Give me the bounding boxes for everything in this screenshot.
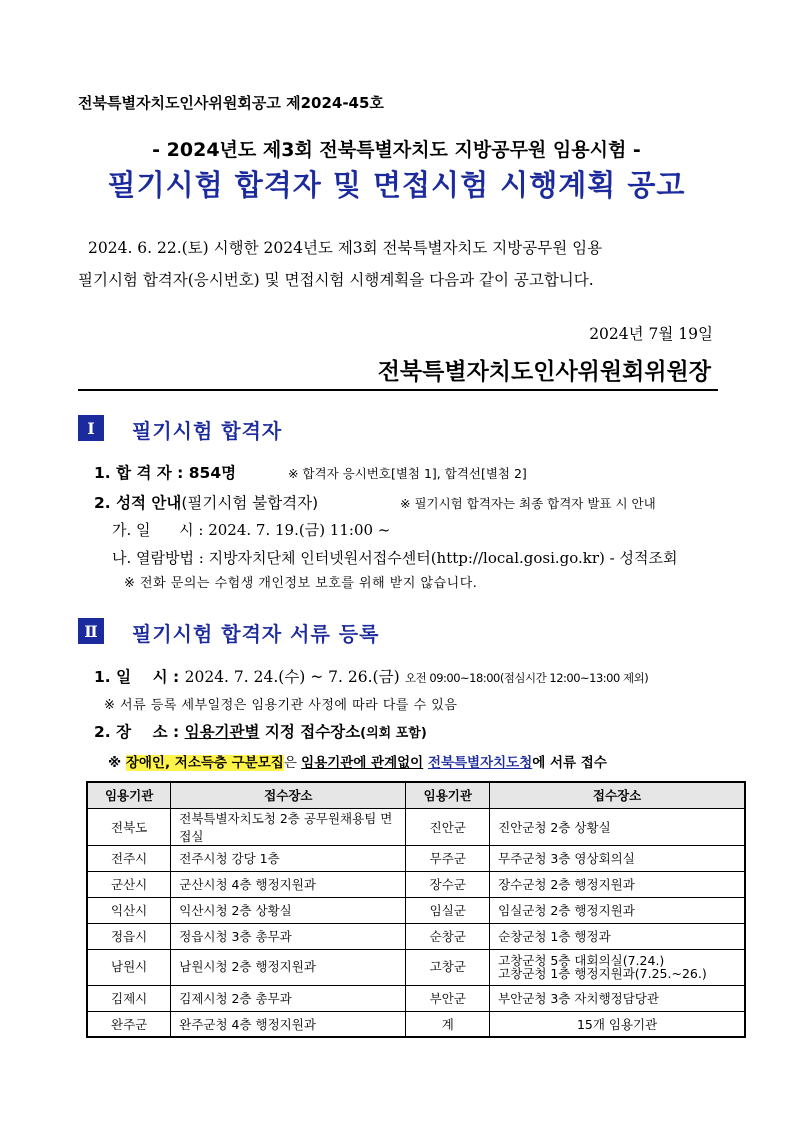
agency-cell: 김제시 — [87, 985, 171, 1011]
place-cell: 정읍시청 3층 총무과 — [171, 923, 406, 949]
agency-cell: 군산시 — [87, 871, 171, 897]
phone-inquiry-note: ※ 전화 문의는 수험생 개인정보 보호를 위해 받지 않습니다. — [124, 576, 478, 591]
score-guide-note: ※ 필기시험 합격자는 최종 합격자 발표 시 안내 — [400, 496, 656, 511]
score-date: 가. 일 시 : 2024. 7. 19.(금) 11:00 ~ — [112, 521, 391, 539]
agency-cell: 전북도 — [87, 808, 171, 845]
agency-cell: 순창군 — [406, 923, 490, 949]
place-cell: 진안군청 2층 상황실 — [490, 808, 745, 845]
table-row — [87, 808, 745, 845]
signer: 전북특별자치도인사위원회위원장 — [377, 359, 711, 385]
place-cell: 완주군청 4층 행정지원과 — [171, 1011, 406, 1037]
section-1-title: 필기시험 합격자 — [132, 419, 283, 443]
registration-date-note: ※ 서류 등록 세부일정은 임용기관 사정에 따라 다를 수 있음 — [104, 698, 458, 713]
registration-date-label: 1. 일 시 : — [94, 668, 180, 686]
place-cell: 고창군청 5층 대회의실(7.24.) 고창군청 1층 행정지원과(7.25.~26.) — [490, 949, 745, 985]
place-cell: 임실군청 2층 행정지원과 — [490, 897, 745, 923]
notice-date: 2024년 7월 19일 — [589, 325, 713, 343]
section-1-number: Ⅰ — [78, 415, 104, 441]
passers-count: 1. 합 격 자 : 854명 — [94, 464, 237, 482]
section-2-title: 필기시험 합격자 서류 등록 — [132, 622, 380, 646]
notice-number: 전북특별자치도인사위원회공고 제2024-45호 — [78, 94, 384, 112]
intro-line-2: 필기시험 합격자(응시번호) 및 면접시험 시행계획을 다음과 같이 공고합니다. — [78, 271, 594, 289]
agency-cell: 완주군 — [87, 1011, 171, 1037]
note-prefix: ※ — [108, 755, 126, 771]
place-cell: 남원시청 2층 행정지원과 — [171, 949, 406, 985]
agency-cell: 계 — [406, 1011, 490, 1037]
agency-cell: 남원시 — [87, 949, 171, 985]
place-cell: 장수군청 2층 행정지원과 — [490, 871, 745, 897]
place-cell: 김제시청 2층 총무과 — [171, 985, 406, 1011]
note-underline: 임용기관에 관계없이 — [301, 755, 424, 771]
place-cell: 부안군청 3층 자치행정담당관 — [490, 985, 745, 1011]
table-header-row — [87, 782, 745, 808]
header-place-1: 접수장소 — [171, 782, 406, 808]
divider — [78, 389, 718, 391]
score-guide-label: 2. 성적 안내 — [94, 494, 182, 512]
place-cell: 익산시청 2층 상황실 — [171, 897, 406, 923]
header-agency-1: 임용기관 — [87, 782, 171, 808]
registration-place — [94, 720, 427, 742]
place-cell: 전주시청 강당 1층 — [171, 845, 406, 871]
registration-place-paren: (의회 포함) — [360, 726, 427, 741]
score-guide-paren: (필기시험 불합격자) — [181, 494, 319, 512]
table-row — [87, 845, 745, 871]
note-blue: 전북특별자치도청 — [427, 755, 533, 771]
table-row — [87, 871, 745, 897]
registration-date — [94, 665, 648, 687]
main-title: 필기시험 합격자 및 면접시험 시행계획 공고 — [107, 168, 686, 202]
agency-cell: 진안군 — [406, 808, 490, 845]
agency-cell: 고창군 — [406, 949, 490, 985]
table-row — [87, 923, 745, 949]
note-suffix: 에 서류 접수 — [532, 755, 607, 771]
score-guide-heading — [94, 491, 318, 513]
header-place-2: 접수장소 — [490, 782, 745, 808]
intro-line-1: 2024. 6. 22.(토) 시행한 2024년도 제3회 전북특별자치도 지방공무원 임용 — [88, 239, 603, 257]
subtitle: - 2024년도 제3회 전북특별자치도 지방공무원 임용시험 - — [152, 139, 641, 161]
registration-date-value: 2024. 7. 24.(수) ~ 7. 26.(금) — [184, 668, 400, 686]
place-cell: 순창군청 1층 행정과 — [490, 923, 745, 949]
place-cell: 전북특별자치도청 2층 공무원채용팀 면접실 — [171, 808, 406, 845]
place-cell: 군산시청 4층 행정지원과 — [171, 871, 406, 897]
registration-place-label: 2. 장 소 : — [94, 723, 180, 741]
agency-cell: 임실군 — [406, 897, 490, 923]
table-row — [87, 985, 745, 1011]
table-row — [87, 897, 745, 923]
agency-cell: 부안군 — [406, 985, 490, 1011]
place-cell: 15개 임용기관 — [490, 1011, 745, 1037]
section-2-number: Ⅱ — [78, 618, 104, 644]
registration-place-value2: 지정 접수장소 — [259, 723, 361, 741]
note-mid1: 은 — [283, 755, 302, 771]
agency-cell: 무주군 — [406, 845, 490, 871]
passers-note: ※ 합격자 응시번호[별첨 1], 합격선[별첨 2] — [288, 466, 527, 481]
agency-cell: 정읍시 — [87, 923, 171, 949]
place-cell: 무주군청 3층 영상회의실 — [490, 845, 745, 871]
table-row — [87, 1011, 745, 1037]
agency-cell: 장수군 — [406, 871, 490, 897]
table-row — [87, 949, 745, 985]
registration-time: 오전 09:00~18:00(점심시간 12:00~13:00 제외) — [405, 671, 649, 685]
agency-cell: 익산시 — [87, 897, 171, 923]
header-agency-2: 임용기관 — [406, 782, 490, 808]
score-view-method: 나. 열람방법 : 지방자치단체 인터넷원서접수센터(http://local.gosi.go.kr) - 성적조회 — [112, 549, 678, 567]
agency-cell: 전주시 — [87, 845, 171, 871]
special-recruit-note — [108, 751, 607, 771]
note-highlight: 장애인, 저소득층 구분모집 — [125, 755, 284, 771]
reception-table — [86, 781, 746, 1038]
registration-place-value: 임용기관별 — [184, 723, 260, 741]
